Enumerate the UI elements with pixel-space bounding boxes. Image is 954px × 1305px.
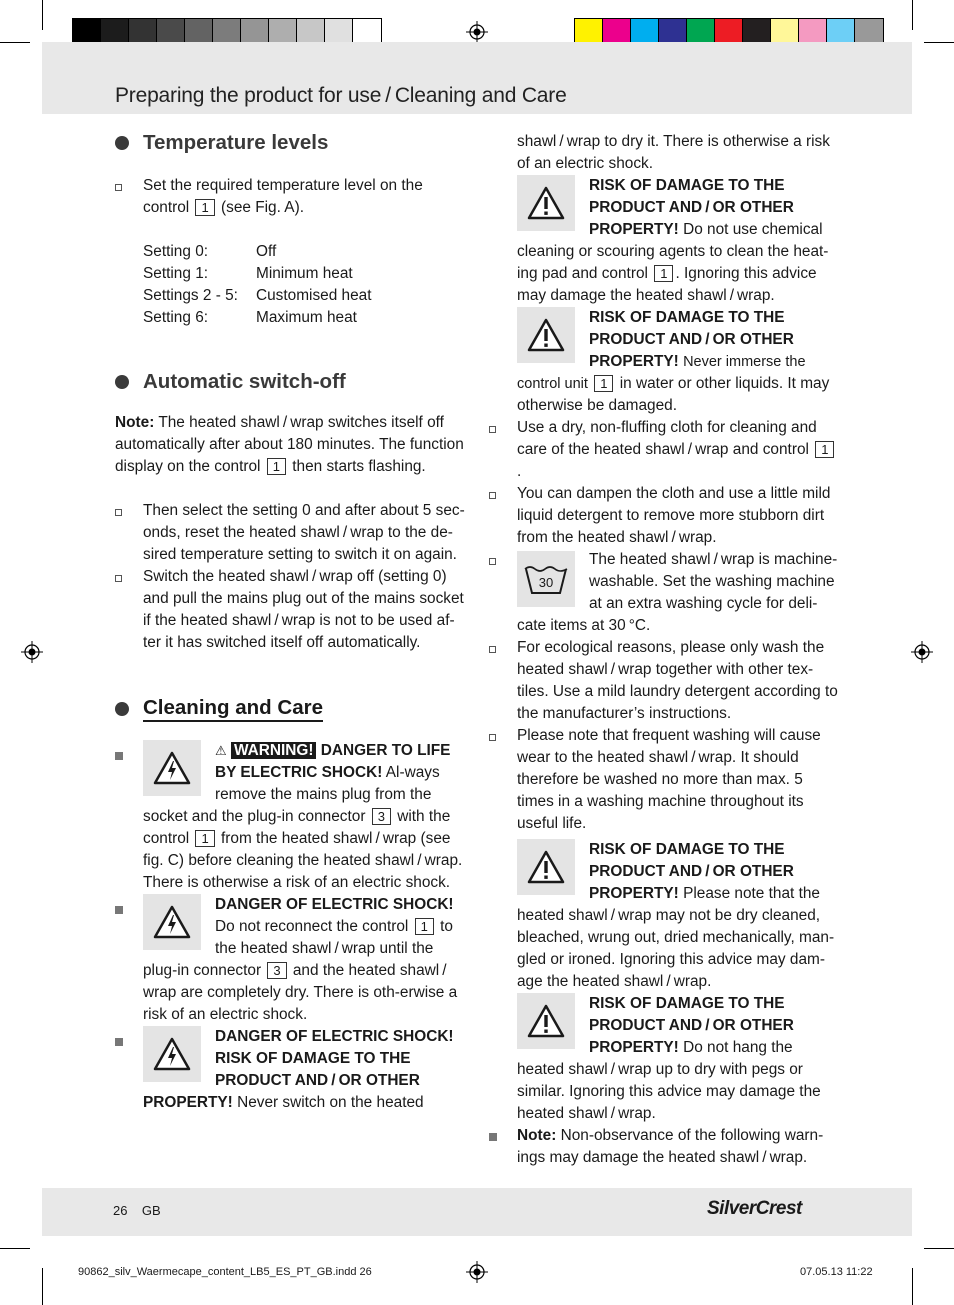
electric-shock-warning-icon — [143, 740, 201, 796]
item-text: The heated shawl / wrap is machine-washable. Set the washing machine at an extra washing cycle for deli-cate items at 30 °C. — [517, 551, 838, 634]
warning-badge: WARNING! — [231, 742, 317, 759]
warning-text: Do not use chemical cleaning or scouring agents to clean the heat-ing pad and control — [517, 221, 829, 282]
note-paragraph — [115, 412, 465, 478]
part-reference: 1 — [267, 458, 286, 475]
warning-text: with the control — [143, 808, 451, 847]
wash-temperature: 30 — [538, 575, 554, 590]
note-label: Note: — [115, 414, 155, 431]
section-heading-cleaning — [115, 694, 465, 724]
crop-mark — [42, 0, 43, 30]
warning-text: Never switch on the heated — [237, 1094, 424, 1111]
list-item — [115, 500, 465, 566]
page-number-value: 26 — [113, 1203, 128, 1218]
square-bullet-icon — [489, 734, 496, 741]
section-heading-auto-off — [115, 367, 465, 397]
warning-heading: RISK OF DAMAGE TO THE PRODUCT AND / OR OTHER PROPERTY! — [589, 841, 794, 902]
warning-text: Never immerse the control unit — [517, 354, 806, 392]
language-code: GB — [141, 1203, 161, 1218]
setting-label: Setting 6: — [143, 309, 209, 326]
caution-warning-icon — [517, 175, 575, 231]
setting-value: Customised heat — [256, 287, 372, 304]
warning-block — [517, 307, 839, 417]
table-row — [143, 285, 372, 307]
setting-value: Minimum heat — [256, 265, 353, 282]
file-slug: 90862_silv_Waermecape_content_LB5_ES_PT_GB.indd 26 — [78, 1266, 372, 1278]
crop-mark — [42, 1268, 43, 1305]
square-bullet-icon — [489, 558, 496, 565]
warning-text: to the heated shawl / wrap until the plug-in connector — [143, 918, 453, 979]
crop-mark — [0, 42, 30, 43]
setting-label: Settings 2 - 5: — [143, 287, 238, 304]
wash-tub-icon — [517, 551, 575, 607]
note-text: The heated shawl / wrap switches itself off automatically after about 180 minutes. The function display on the control — [115, 414, 464, 475]
square-bullet-icon — [115, 184, 122, 191]
warning-heading: DANGER OF ELECTRIC SHOCK! RISK OF DAMAGE TO THE PRODUCT AND / OR OTHER PROPERTY! — [143, 1028, 454, 1111]
right-column — [517, 131, 839, 1169]
warning-text: Al-ways remove the mains plug from the socket and the plug-in connector — [143, 764, 440, 825]
continued-text: shawl / wrap to dry it. There is otherwise a risk of an electric shock. — [517, 133, 830, 172]
list-item — [517, 483, 839, 549]
item-text: Please note that frequent washing will cause wear to the heated shawl / wrap. It should therefore be washed no more than max. 5 times in a washing machine throughout its useful life. — [517, 727, 821, 832]
page-title: Preparing the product for use / Cleaning and Care — [115, 84, 567, 107]
section-bullet-icon — [115, 375, 129, 389]
warning-block — [115, 894, 465, 1026]
square-bullet-icon — [489, 492, 496, 499]
list-item — [517, 637, 839, 725]
item-text: For ecological reasons, please only wash the heated shawl / wrap together with other tex-tiles. Use a mild laundry detergent according to the manufacturer’s instructions. — [517, 639, 838, 722]
warning-text: Do not reconnect the control — [215, 918, 409, 935]
item-text: Set the required temperature level on the control — [143, 177, 423, 216]
list-item — [517, 417, 839, 483]
part-reference: 1 — [815, 441, 834, 458]
warning-triangle-icon: ⚠ — [215, 743, 227, 758]
section-title: Automatic switch-off — [143, 370, 346, 393]
section-bullet-icon — [115, 136, 129, 150]
brand-logo: SilverCrest — [707, 1198, 802, 1219]
table-row — [143, 241, 372, 263]
registration-mark-icon — [21, 641, 43, 663]
square-bullet-icon — [489, 646, 496, 653]
filled-square-bullet-icon — [115, 1038, 123, 1046]
note-paragraph — [517, 1125, 839, 1169]
section-heading-temperature — [115, 128, 465, 158]
part-reference: 1 — [415, 918, 434, 935]
item-text: Use a dry, non-fluffing cloth for cleaning and care of the heated shawl / wrap and control — [517, 419, 817, 458]
caution-warning-icon — [517, 993, 575, 1049]
warning-heading: RISK OF DAMAGE TO THE PRODUCT AND / OR OTHER PROPERTY! — [589, 309, 794, 370]
registration-mark-icon — [911, 641, 933, 663]
warning-text: and the heated shawl / wrap are completely dry. There is oth-erwise a risk of an electric shock. — [143, 962, 458, 1023]
item-text: . — [517, 463, 522, 480]
part-reference: 1 — [654, 265, 673, 282]
item-text: (see Fig. A). — [221, 199, 304, 216]
registration-mark-icon — [466, 21, 488, 43]
crop-mark — [912, 1268, 913, 1305]
item-text: You can dampen the cloth and use a little mild liquid detergent to remove more stubborn dirt from the heated shawl / wrap. — [517, 485, 831, 546]
section-title: Cleaning and Care — [143, 697, 323, 722]
list-item — [115, 175, 465, 219]
note-text: Non-observance of the following warn-ings may damage the heated shawl / wrap. — [517, 1127, 824, 1166]
part-reference: 1 — [195, 830, 214, 847]
table-row — [143, 307, 372, 329]
filled-square-bullet-icon — [115, 752, 123, 760]
crop-mark — [0, 1248, 30, 1249]
square-bullet-icon — [115, 509, 122, 516]
warning-text: . Ignoring this advice may damage the heated shawl / wrap. — [517, 265, 817, 304]
warning-block — [115, 740, 465, 894]
note-text: then starts flashing. — [292, 458, 426, 475]
warning-block — [115, 1026, 465, 1114]
setting-label: Setting 1: — [143, 265, 209, 282]
section-title: Temperature levels — [143, 131, 329, 154]
part-reference: 3 — [372, 808, 391, 825]
filled-square-bullet-icon — [489, 1133, 497, 1141]
square-bullet-icon — [115, 575, 122, 582]
list-item — [517, 725, 839, 835]
warning-text: Do not hang the heated shawl / wrap up to dry with pegs or similar. Ignoring this advice may damage the heated shawl / wrap. — [517, 1039, 821, 1122]
electric-shock-warning-icon — [143, 894, 201, 950]
filled-square-bullet-icon — [115, 906, 123, 914]
caution-warning-icon — [517, 839, 575, 895]
crop-mark — [912, 0, 913, 30]
crop-mark — [924, 42, 954, 43]
warning-heading: DANGER TO LIFE BY ELECTRIC SHOCK! — [215, 742, 451, 781]
part-reference: 3 — [267, 962, 286, 979]
page-number — [113, 1203, 161, 1218]
warning-heading: RISK OF DAMAGE TO THE PRODUCT AND / OR OTHER PROPERTY! — [589, 995, 794, 1056]
section-bullet-icon — [115, 702, 129, 716]
warning-block — [517, 993, 839, 1125]
settings-table — [143, 241, 372, 329]
item-text: Then select the setting 0 and after about 5 sec-onds, reset the heated shawl / wrap to the de-sired temperature setting to switch it on again. — [143, 502, 465, 563]
list-item — [517, 549, 839, 637]
warning-text: in water or other liquids. It may otherwise be damaged. — [517, 375, 830, 414]
part-reference: 1 — [195, 199, 214, 216]
part-reference: 1 — [594, 375, 613, 392]
note-label: Note: — [517, 1127, 557, 1144]
setting-value: Off — [256, 243, 277, 260]
square-bullet-icon — [489, 426, 496, 433]
electric-shock-warning-icon — [143, 1026, 201, 1082]
table-row — [143, 263, 372, 285]
list-item — [115, 566, 465, 654]
warning-block — [517, 175, 839, 307]
warning-block — [517, 839, 839, 993]
registration-mark-icon — [466, 1261, 488, 1283]
item-text: Switch the heated shawl / wrap off (setting 0) and pull the mains plug out of the mains socket if the heated shawl / wrap is not to be used af-ter it has switched itself off automatically. — [143, 568, 464, 651]
warning-text: from the heated shawl / wrap (see fig. C) before cleaning the heated shawl / wrap. There is otherwise a risk of an electric shock. — [143, 830, 463, 891]
crop-mark — [924, 1248, 954, 1249]
warning-heading: DANGER OF ELECTRIC SHOCK! — [215, 896, 454, 913]
left-column — [115, 128, 465, 1114]
setting-value: Maximum heat — [256, 309, 357, 326]
warning-text: Please note that the heated shawl / wrap may not be dry cleaned, bleached, wrung out, dried mechanically, man-gled or ironed. Ignoring this advice may dam-age the heated shawl / wrap. — [517, 885, 835, 990]
date-slug: 07.05.13 11:22 — [800, 1266, 873, 1278]
warning-heading: RISK OF DAMAGE TO THE PRODUCT AND / OR OTHER PROPERTY! — [589, 177, 794, 238]
setting-label: Setting 0: — [143, 243, 209, 260]
caution-warning-icon — [517, 307, 575, 363]
